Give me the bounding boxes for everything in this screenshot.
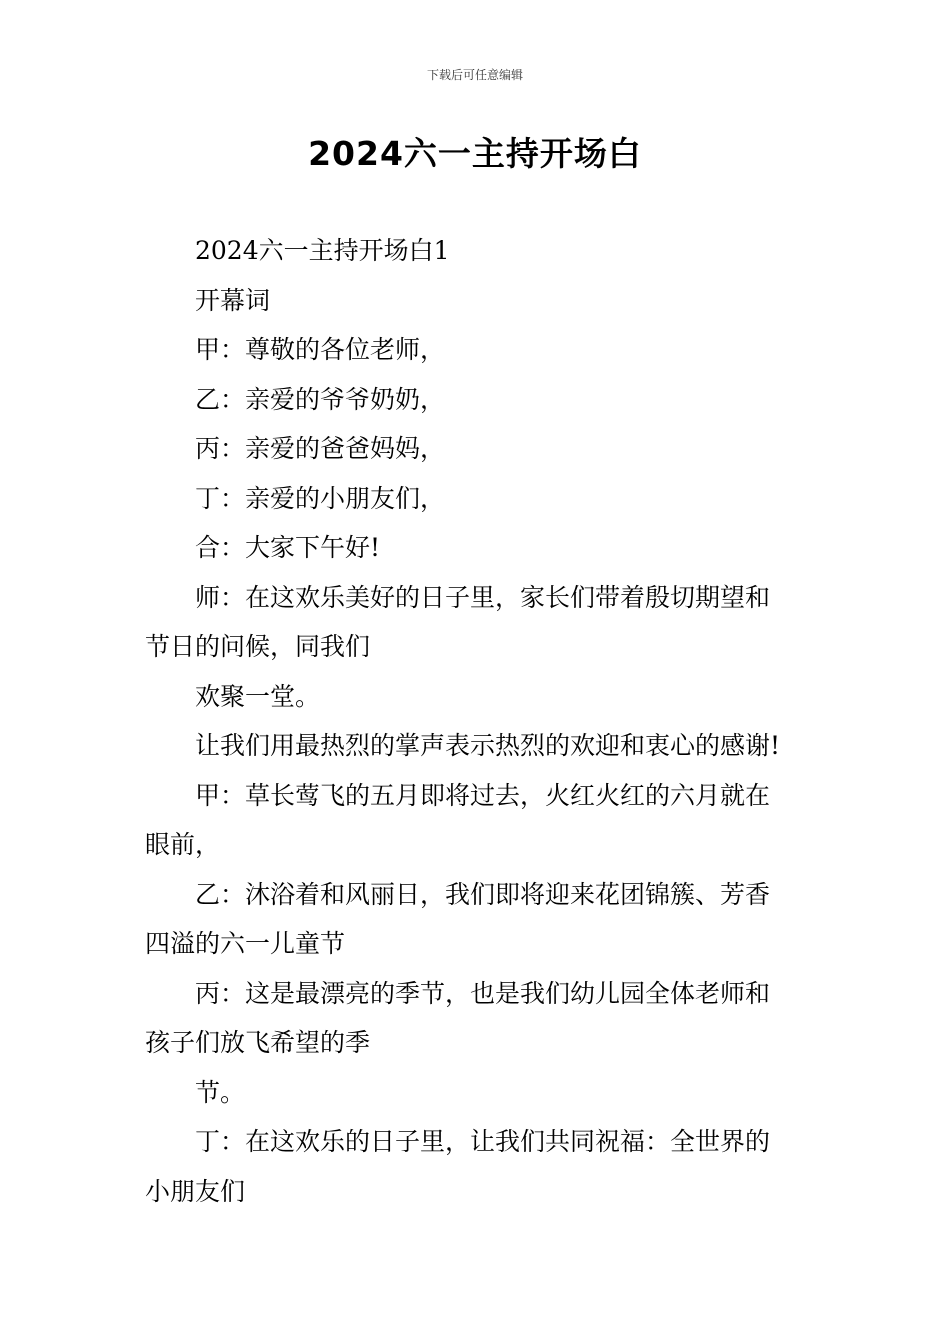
paragraph-line: 丁：在这欢乐的日子里，让我们共同祝福：全世界的: [195, 1127, 771, 1156]
paragraph-line-continued: 孩子们放飞希望的季: [145, 1028, 371, 1057]
paragraph-line: 合：大家下午好!: [195, 533, 381, 562]
paragraph-line: 欢聚一堂。: [195, 681, 321, 711]
paragraph-line-continued: 小朋友们: [145, 1176, 246, 1206]
paragraph-line: 甲：尊敬的各位老师，: [195, 335, 446, 364]
paragraph-line: 师：在这欢乐美好的日子里，家长们带着殷切期望和: [195, 582, 771, 612]
page-header-note: 下载后可任意编辑: [426, 68, 523, 82]
paragraph-line: 丙：这是最漂亮的季节，也是我们幼儿园全体老师和: [195, 978, 771, 1008]
paragraph-line: 丙：亲爱的爸爸妈妈，: [195, 434, 446, 463]
paragraph-line: 让我们用最热烈的掌声表示热烈的欢迎和衷心的感谢!: [195, 731, 781, 760]
document-body: [145, 226, 810, 1216]
paragraph-line: 节。: [195, 1077, 246, 1107]
paragraph-line: 2024六一主持开场白1: [195, 236, 450, 265]
paragraph-line-continued: 四溢的六一儿童节: [145, 929, 346, 958]
paragraph-line: 乙：亲爱的爷爷奶奶，: [195, 384, 446, 414]
paragraph-line: 乙：沐浴着和风丽日，我们即将迎来花团锦簇、芳香: [195, 879, 771, 909]
paragraph-line: 甲：草长莺飞的五月即将过去，火红火红的六月就在: [195, 780, 771, 810]
document-title: 2024六一主持开场白: [308, 134, 642, 173]
paragraph-line: 丁：亲爱的小朋友们，: [195, 483, 446, 513]
paragraph-line: 开幕词: [195, 285, 271, 315]
paragraph-line-continued: 节日的问候，同我们: [145, 632, 371, 661]
paragraph-line-continued: 眼前，: [145, 830, 221, 859]
